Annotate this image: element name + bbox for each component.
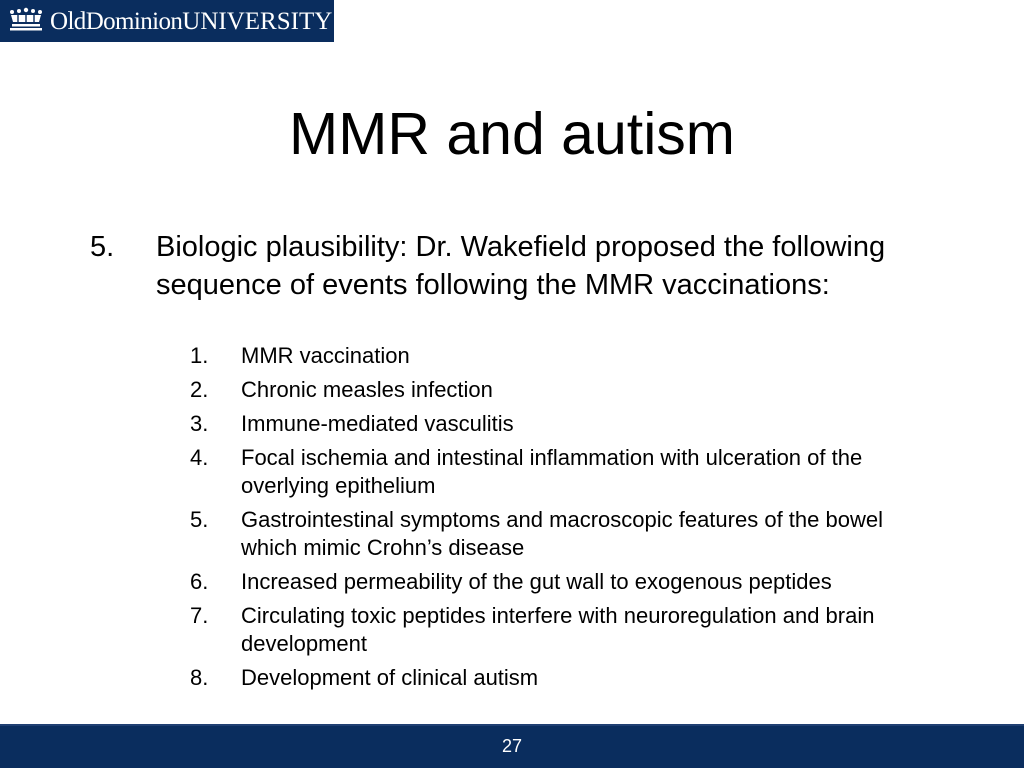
list-item-number: 1. xyxy=(190,343,209,368)
list-item-number: 8. xyxy=(190,665,209,690)
university-logo-text xyxy=(50,9,332,34)
list-item-text: Development of clinical autism xyxy=(241,665,539,690)
logo-word-old: Old xyxy=(50,7,86,35)
university-logo-bar xyxy=(0,0,334,42)
page-number: 27 xyxy=(501,736,523,756)
list-item-number: 4. xyxy=(190,445,209,470)
list-item-text: Gastrointestinal symptoms and macroscopic features of the bowel which mimic Crohn’s disease xyxy=(241,507,883,560)
list-item-text: Immune-mediated vasculitis xyxy=(241,411,514,436)
list-item xyxy=(190,444,940,500)
list-item-text: Chronic measles infection xyxy=(241,377,493,402)
main-point xyxy=(90,228,910,304)
list-item xyxy=(190,506,940,562)
event-sequence-list xyxy=(190,342,940,698)
list-item xyxy=(190,376,940,404)
list-item xyxy=(190,410,940,438)
list-item-number: 6. xyxy=(190,569,209,594)
list-item xyxy=(190,664,940,692)
list-item-number: 5. xyxy=(190,507,209,532)
logo-word-dominion: Dominion xyxy=(85,7,183,35)
footer-bar xyxy=(0,724,1024,768)
list-item-text: Focal ischemia and intestinal inflammation with ulceration of the overlying epithelium xyxy=(241,445,863,498)
list-item xyxy=(190,342,940,370)
list-item-text: MMR vaccination xyxy=(241,343,410,368)
list-item xyxy=(190,568,940,596)
logo-word-university: UNIVERSITY xyxy=(182,7,333,35)
list-item xyxy=(190,602,940,658)
slide-title: MMR and autism xyxy=(289,101,735,167)
main-point-number: 5. xyxy=(90,231,115,263)
list-item-text: Increased permeability of the gut wall to exogenous peptides xyxy=(241,569,832,594)
list-item-number: 2. xyxy=(190,377,209,402)
crown-icon xyxy=(6,7,46,35)
list-item-number: 3. xyxy=(190,411,209,436)
main-point-text: Biologic plausibility: Dr. Wakefield proposed the following sequence of events following the MMR vaccinations: xyxy=(156,231,886,301)
list-item-number: 7. xyxy=(190,603,209,628)
list-item-text: Circulating toxic peptides interfere with neuroregulation and brain development xyxy=(241,603,875,656)
